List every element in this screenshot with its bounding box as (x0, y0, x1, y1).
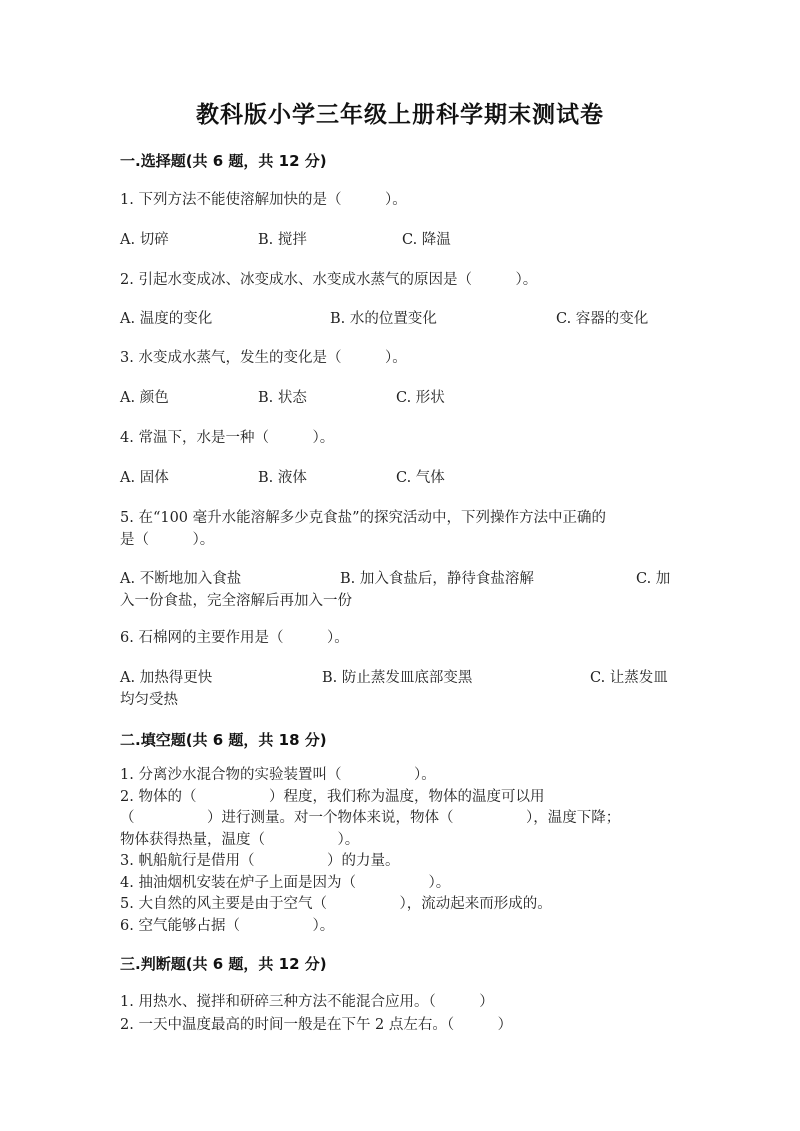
choice-question-5-line-1: 5. 在“100 毫升水能溶解多少克食盐”的探究活动中，下列操作方法中正确的 (120, 510, 607, 526)
choice-6-option-a: A. 加热得更快 (120, 670, 213, 686)
choice-6-option-c-line-1: C. 让蒸发皿 (590, 670, 668, 686)
judge-question-1: 1. 用热水、搅拌和研碎三种方法不能混合应用。（ ） (120, 994, 494, 1010)
choice-5-option-c-line-2: 入一份食盐，完全溶解后再加入一份 (120, 593, 352, 609)
choice-question-3: 3. 水变成水蒸气，发生的变化是（ ）。 (120, 350, 407, 366)
fill-line: 4. 抽油烟机安装在炉子上面是因为（ ）。 (120, 874, 451, 891)
section-heading-judge: 三.判断题(共 6 题，共 12 分) (120, 955, 327, 973)
choice-1-option-a: A. 切碎 (120, 232, 169, 248)
choice-5-option-a: A. 不断地加入食盐 (120, 571, 242, 587)
fill-line: 5. 大自然的风主要是由于空气（ ），流动起来而形成的。 (120, 896, 552, 912)
judge-question-2: 2. 一天中温度最高的时间一般是在下午 2 点左右。（ ） (120, 1017, 513, 1033)
choice-2-option-b: B. 水的位置变化 (330, 311, 437, 327)
fill-blank-list (120, 765, 680, 937)
choice-4-option-a: A. 固体 (120, 470, 169, 486)
fill-line: 1. 分离沙水混合物的实验装置叫（ ）。 (120, 767, 436, 783)
page-title: 教科版小学三年级上册科学期末测试卷 (196, 102, 604, 128)
choice-question-4: 4. 常温下，水是一种（ ）。 (120, 430, 335, 446)
choice-6-option-c-line-2: 均匀受热 (120, 692, 178, 708)
fill-line: 3. 帆船航行是借用（ ）的力量。 (120, 853, 400, 869)
choice-4-option-b: B. 液体 (258, 470, 307, 486)
section-heading-choice: 一.选择题(共 6 题，共 12 分) (120, 152, 327, 170)
choice-6-option-b: B. 防止蒸发皿底部变黑 (322, 670, 473, 686)
section-heading-fill: 二.填空题(共 6 题，共 18 分) (120, 731, 327, 749)
choice-5-option-c-line-1: C. 加 (636, 571, 671, 587)
choice-question-2: 2. 引起水变成冰、冰变成水、水变成水蒸气的原因是（ ）。 (120, 272, 538, 288)
choice-1-option-c: C. 降温 (402, 232, 451, 248)
fill-line: 6. 空气能够占据（ ）。 (120, 917, 335, 934)
choice-3-option-b: B. 状态 (258, 390, 307, 406)
fill-line: 物体获得热量，温度（ ）。 (120, 831, 360, 848)
choice-4-option-c: C. 气体 (396, 470, 445, 486)
choice-question-1: 1. 下列方法不能使溶解加快的是（ ）。 (120, 192, 407, 208)
fill-line: 2. 物体的（ ）程度，我们称为温度，物体的温度可以用 (120, 788, 545, 805)
choice-2-option-c: C. 容器的变化 (556, 311, 649, 327)
choice-3-option-a: A. 颜色 (120, 390, 169, 406)
choice-1-option-b: B. 搅拌 (258, 232, 307, 248)
choice-2-option-a: A. 温度的变化 (120, 311, 213, 327)
choice-3-option-c: C. 形状 (396, 390, 445, 406)
fill-line: （ ）进行测量。对一个物体来说，物体（ ），温度下降； (120, 810, 621, 826)
choice-question-5-line-2: 是（ ）。 (120, 532, 215, 548)
choice-5-option-b: B. 加入食盐后，静待食盐溶解 (340, 571, 534, 587)
choice-question-6: 6. 石棉网的主要作用是（ ）。 (120, 630, 349, 646)
